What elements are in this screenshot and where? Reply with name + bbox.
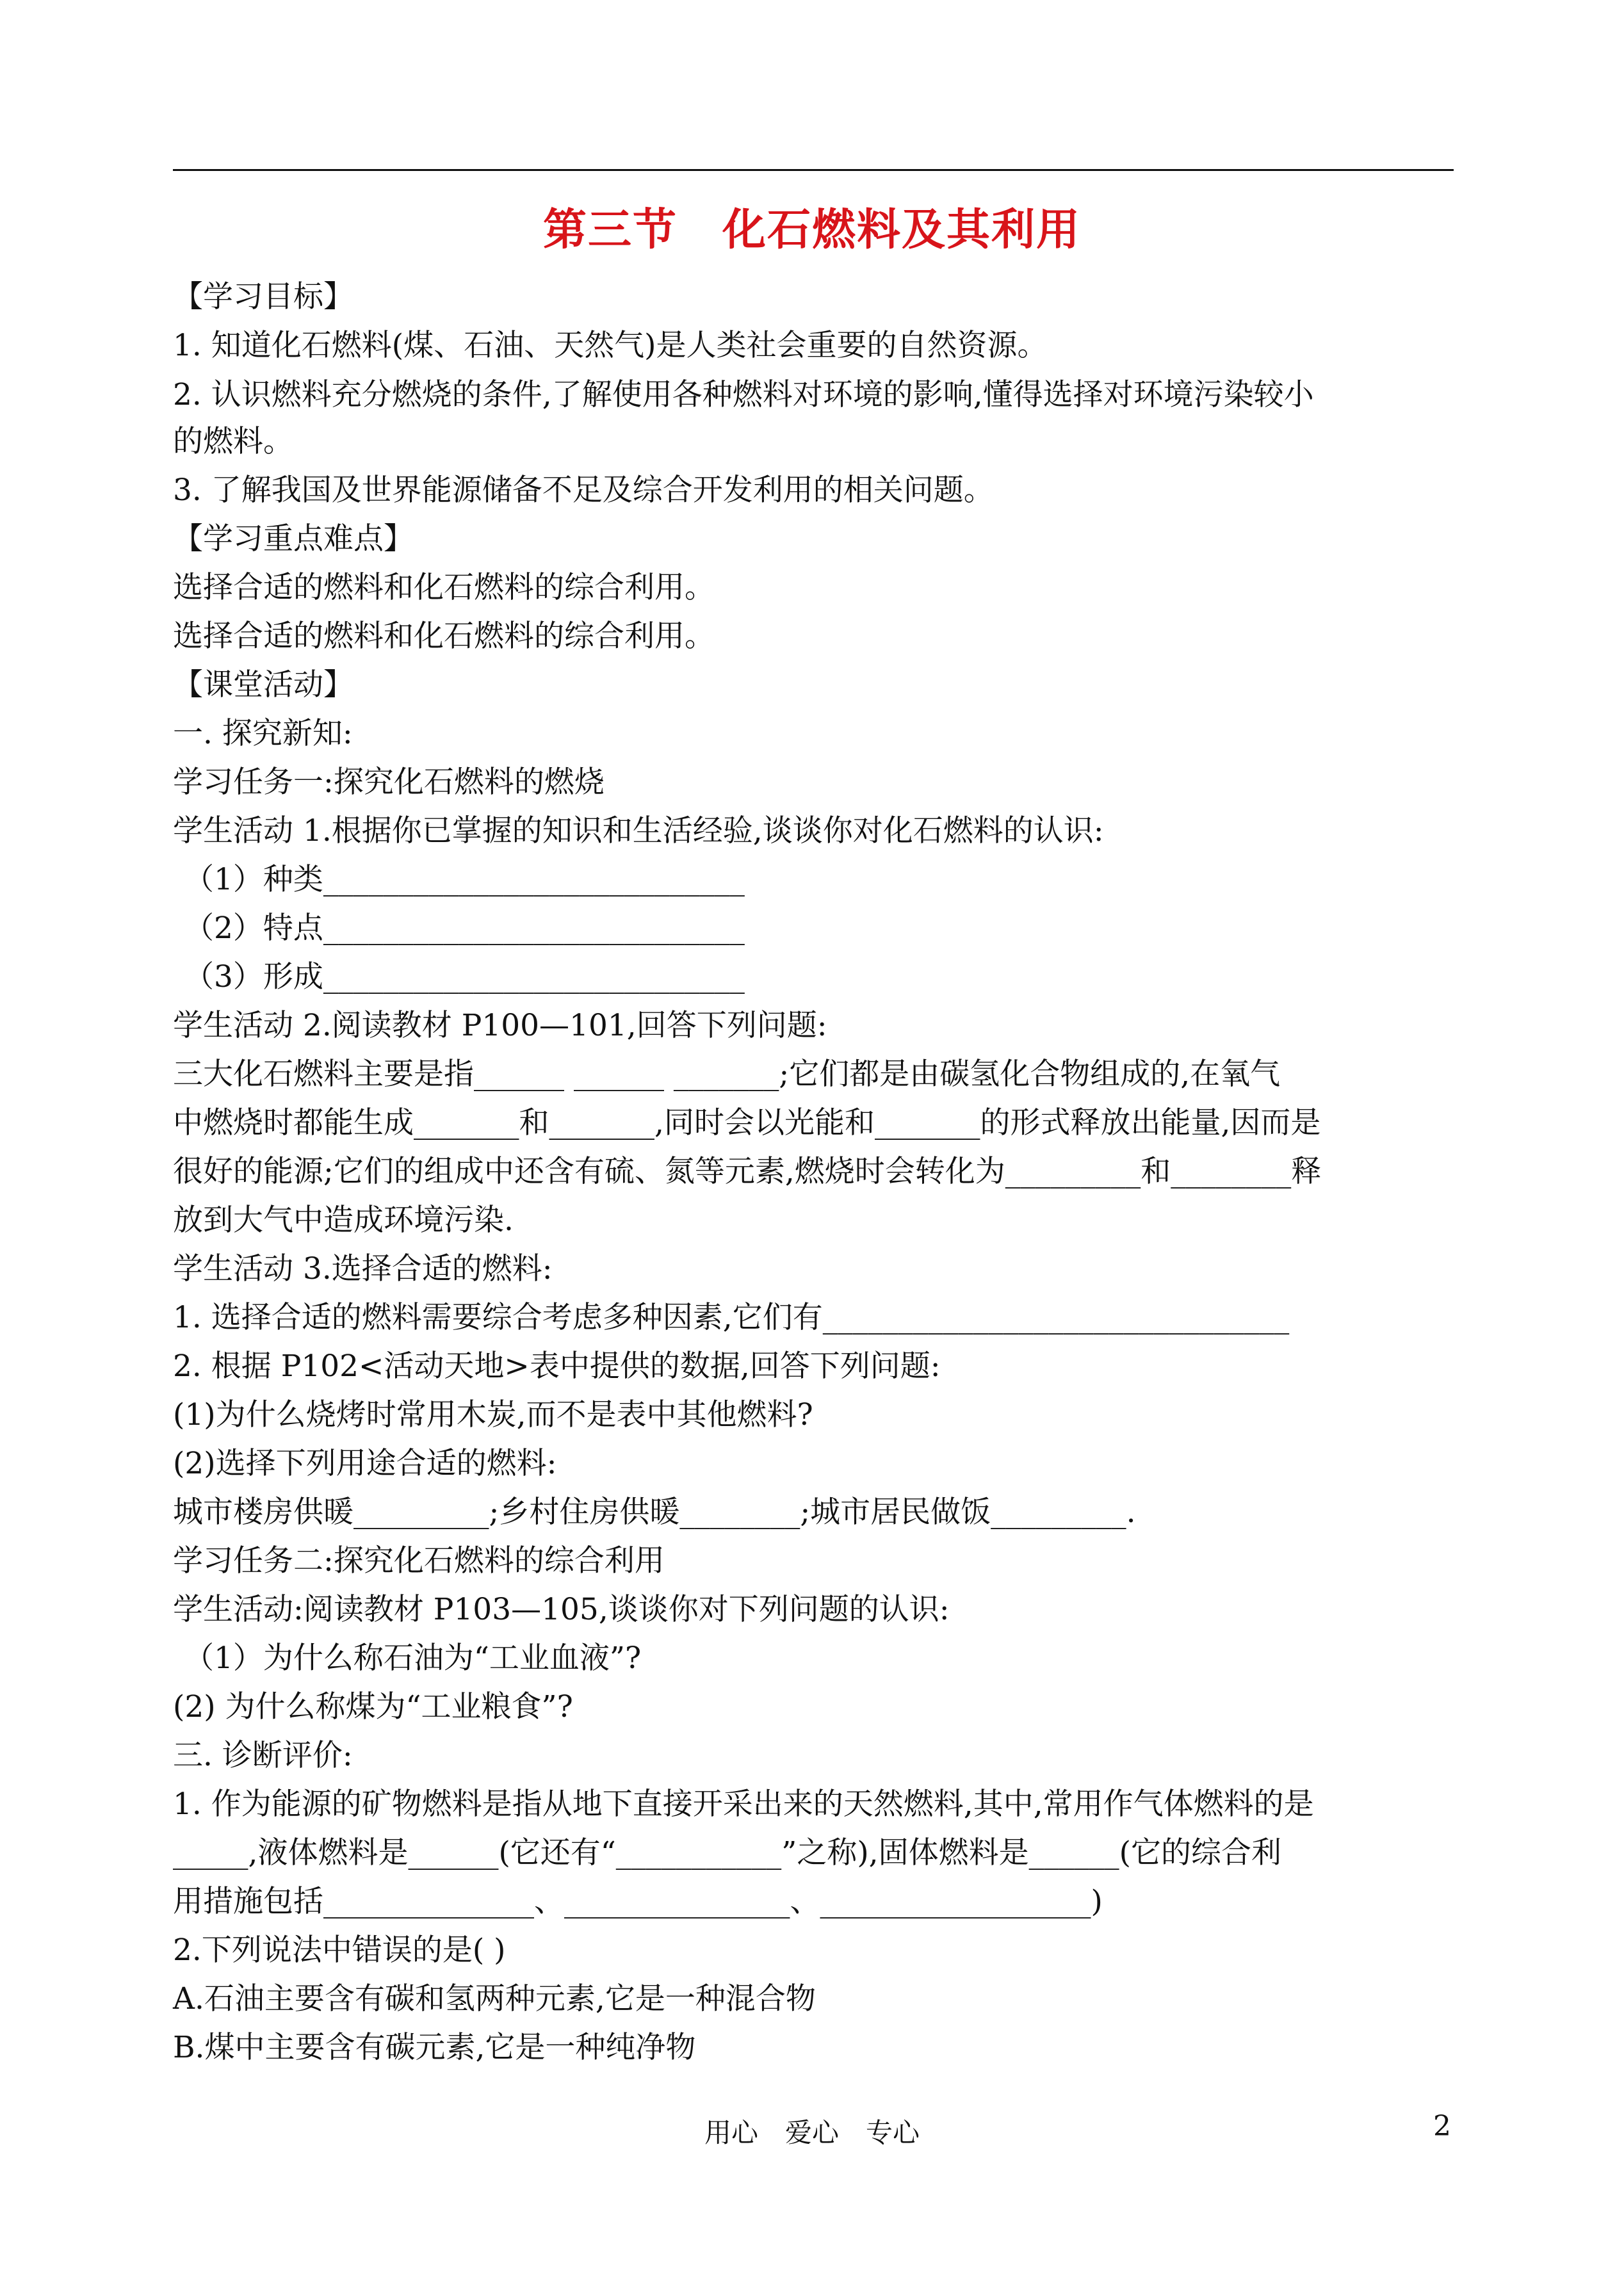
heading-key-points: 【学习重点难点】	[173, 521, 414, 556]
text-line: 学生活动:阅读教材 P103—105,谈谈你对下列问题的认识:	[173, 1592, 950, 1627]
text-line: 学生活动 1.根据你已掌握的知识和生活经验,谈谈你对化石燃料的认识:	[173, 813, 1104, 848]
text-line: 放到大气中造成环境污染.	[173, 1203, 514, 1238]
page-title: 第三节 化石燃料及其利用	[542, 205, 1081, 255]
text-line: 选择合适的燃料和化石燃料的综合利用。	[173, 619, 715, 654]
fill-blank-line: 城市楼房供暖_________;乡村住房供暖________;城市居民做饭_________.	[173, 1495, 1136, 1530]
fill-blank-line: 用措施包括______________、_______________、__________________)	[173, 1884, 1103, 1919]
fill-blank-line: 中燃烧时都能生成_______和_______,同时会以光能和_______的形式释放出能量,因而是	[173, 1105, 1321, 1140]
fill-blank-line: 1. 选择合适的燃料需要综合考虑多种因素,它们有_______________________________	[173, 1300, 1290, 1335]
fill-blank-line: 很好的能源;它们的组成中还含有硫、氮等元素,燃烧时会转化为_________和________释	[173, 1154, 1322, 1189]
text-line: (1)为什么烧烤时常用木炭,而不是表中其他燃料?	[173, 1397, 813, 1432]
text-line: 的燃料。	[173, 424, 293, 459]
page-footer: 用心 爱心 专心	[704, 2117, 920, 2148]
section-heading: 三. 诊断评价:	[173, 1738, 353, 1773]
option-line: B.煤中主要含有碳元素,它是一种纯净物	[173, 2030, 696, 2065]
fill-blank-line: （3）形成____________________________	[184, 959, 745, 994]
text-line: 1. 作为能源的矿物燃料是指从地下直接开采出来的天然燃料,其中,常用作气体燃料的是	[173, 1787, 1314, 1822]
heading-class-activity: 【课堂活动】	[173, 667, 353, 702]
text-line: 2. 认识燃料充分燃烧的条件,了解使用各种燃料对环境的影响,懂得选择对环境污染较小	[173, 377, 1314, 412]
fill-blank-line: _____,液体燃料是______(它还有“___________”之称),固体燃料是______(它的综合利	[173, 1835, 1281, 1870]
fill-blank-line: （1）种类____________________________	[184, 862, 745, 897]
text-line: 1. 知道化石燃料(煤、石油、天然气)是人类社会重要的自然资源。	[173, 328, 1048, 363]
text-line: （1）为什么称石油为“工业血液”?	[184, 1641, 642, 1676]
text-line: (2) 为什么称煤为“工业粮食”?	[173, 1689, 573, 1724]
heading-learning-goals: 【学习目标】	[173, 279, 353, 314]
text-line: (2)选择下列用途合适的燃料:	[173, 1446, 557, 1481]
option-line: A.石油主要含有碳和氢两种元素,它是一种混合物	[173, 1981, 816, 2016]
text-line: 3. 了解我国及世界能源储备不足及综合开发利用的相关问题。	[173, 473, 994, 508]
page-number: 2	[1433, 2110, 1451, 2143]
fill-blank-line: 三大化石燃料主要是指______ ______ _______;它们都是由碳氢化合物组成的,在氧气	[173, 1057, 1281, 1092]
text-line: 学习任务一:探究化石燃料的燃烧	[173, 765, 605, 800]
text-line: 2. 根据 P102<活动天地>表中提供的数据,回答下列问题:	[173, 1349, 941, 1384]
text-line: 选择合适的燃料和化石燃料的综合利用。	[173, 570, 715, 605]
text-line: 学生活动 3.选择合适的燃料:	[173, 1251, 553, 1286]
text-line: 学生活动 2.阅读教材 P100—101,回答下列问题:	[173, 1008, 827, 1043]
fill-blank-line: （2）特点____________________________	[184, 911, 745, 946]
header-rule	[173, 169, 1454, 171]
question-line: 2.下列说法中错误的是( )	[173, 1933, 506, 1968]
section-heading: 一. 探究新知:	[173, 716, 353, 751]
text-line: 学习任务二:探究化石燃料的综合利用	[173, 1543, 665, 1578]
